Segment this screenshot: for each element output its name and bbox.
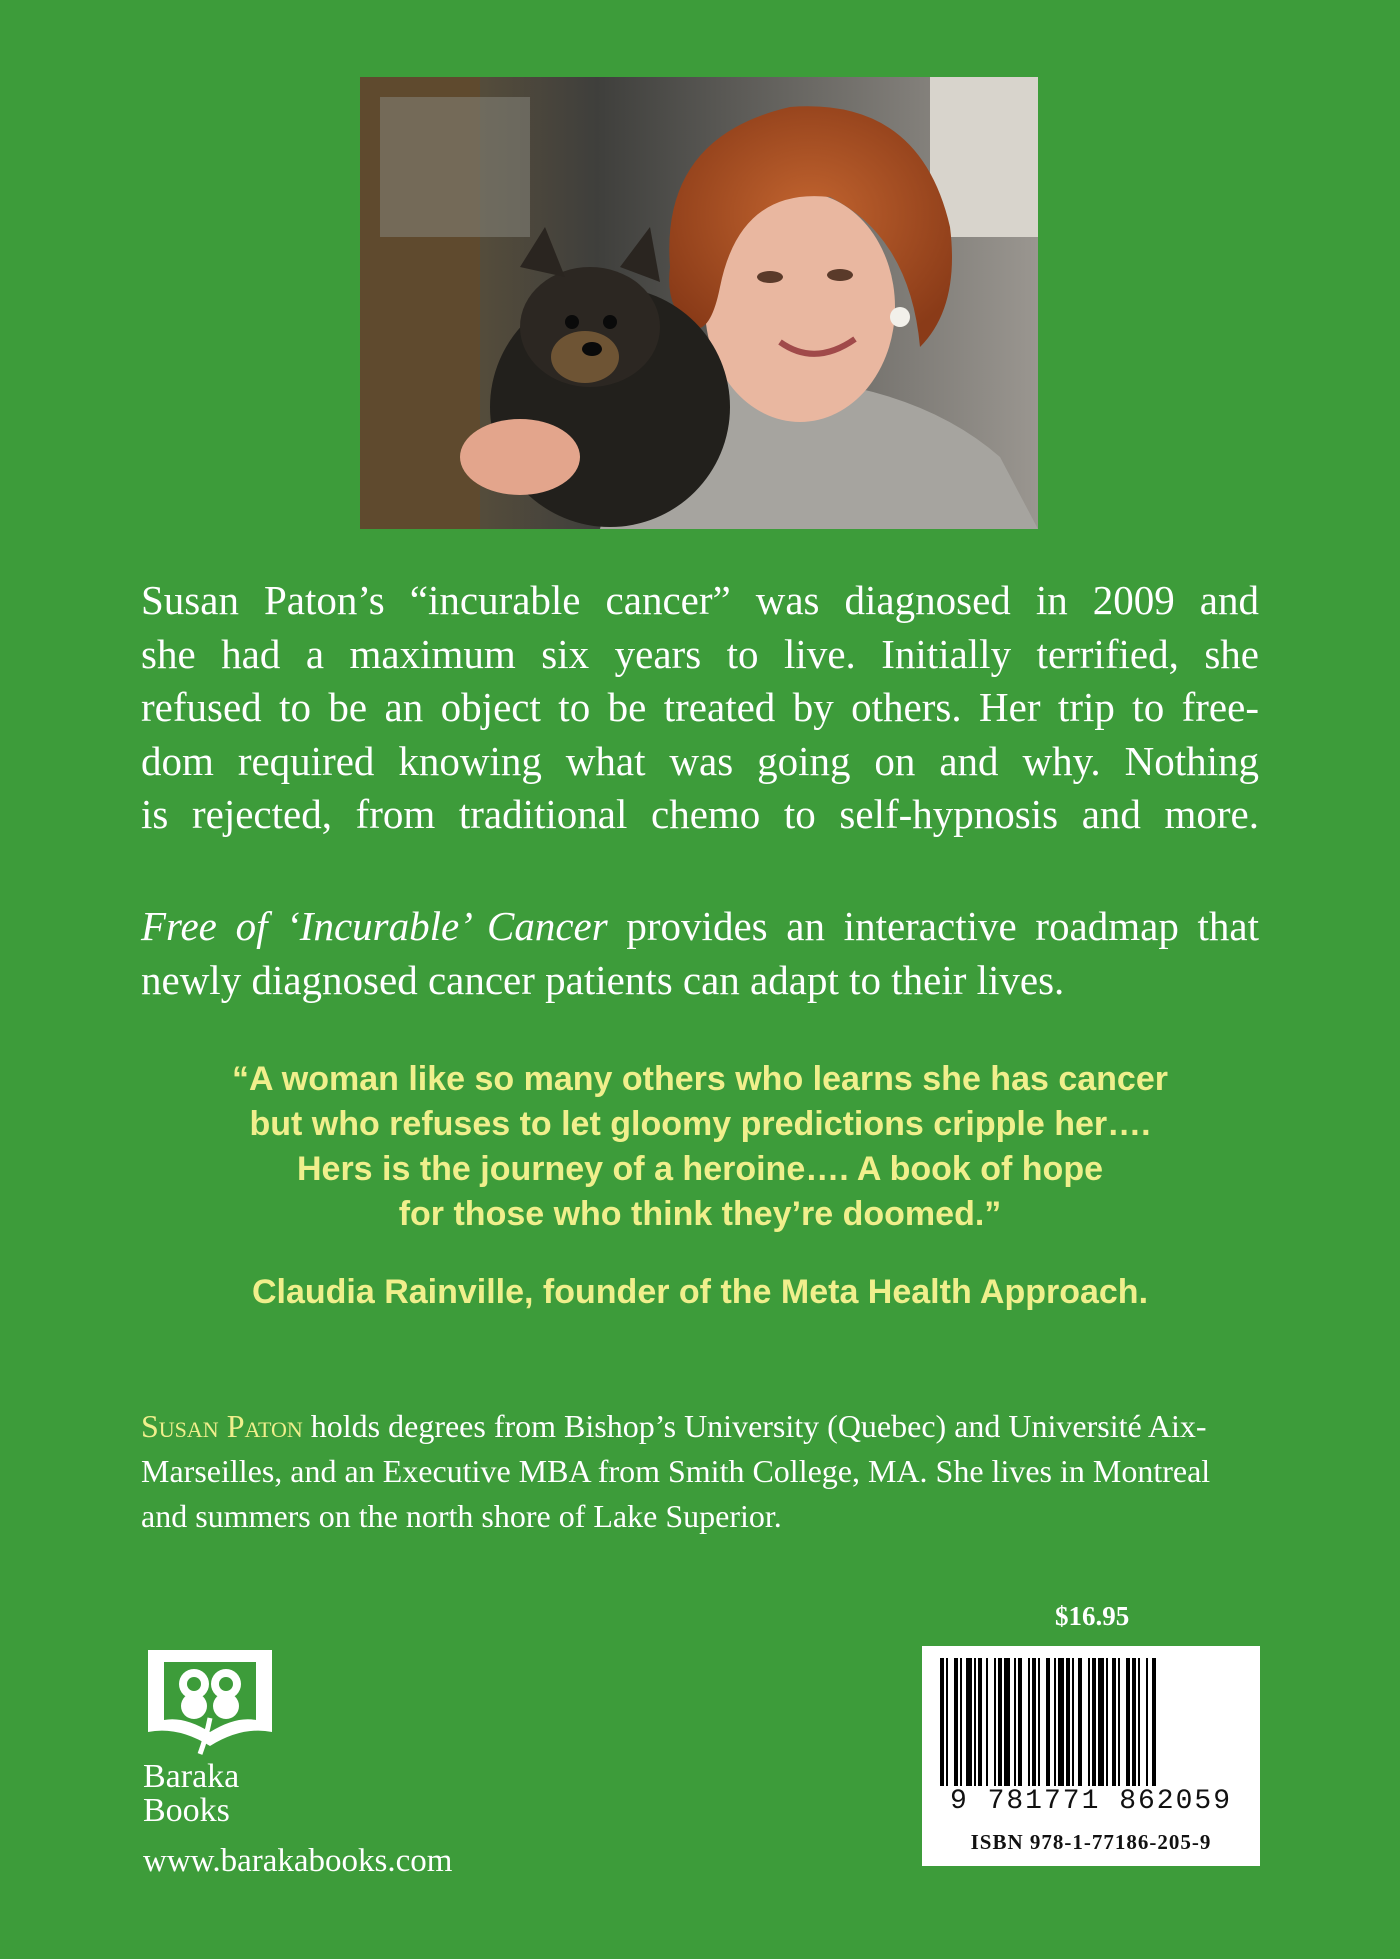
barcode-block — [922, 1646, 1260, 1866]
author-bio — [141, 1404, 1221, 1539]
blurb-line: dom required knowing what was going on and why. Nothing — [141, 737, 1259, 784]
blurb2-line: newly diagnosed cancer patients can adapt to their lives. — [141, 956, 1065, 1003]
barcode — [938, 1658, 1244, 1786]
endorsement-quote — [120, 1057, 1280, 1237]
quote-line: Hers is the journey of a heroine…. A book of hope — [296, 1150, 1104, 1188]
quote-line: for those who think they’re doomed.” — [398, 1195, 1002, 1233]
quote-line: “A woman like so many others who learns she has cancer — [232, 1060, 1168, 1098]
author-name: Susan Paton — [141, 1408, 303, 1444]
price: $16.95 — [1055, 1601, 1130, 1631]
blurb-paragraph — [141, 574, 1259, 842]
blurb2-line — [141, 900, 1259, 954]
publisher-name — [143, 1760, 239, 1828]
barcode-digits: 9 781771 862059 — [949, 1786, 1233, 1817]
quote-attribution: Claudia Rainville, founder of the Meta Health Approach. — [251, 1273, 1149, 1311]
publisher-line: Baraka — [143, 1758, 240, 1795]
blurb-line: is rejected, from traditional chemo to self-hypnosis and more. — [141, 791, 1259, 837]
publisher-website[interactable]: www.barakabooks.com — [143, 1843, 453, 1879]
bio-text: holds degrees from Bishop’s University (Quebec) and Université Aix-Marseilles, and an Executive MBA from Smith College, MA. She lives in Montreal and summers on the north shore of Lake Superior. — [141, 1408, 1211, 1534]
book-title: Free of ‘Incurable’ Cancer — [141, 903, 608, 949]
blurb-line: she had a maximum six years to live. Initially terrified, she — [141, 630, 1259, 677]
author-photo — [360, 77, 1038, 529]
quote-line: but who refuses to let gloomy predictions cripple her…. — [249, 1105, 1151, 1143]
blurb-line: refused to be an object to be treated by others. Her trip to free- — [141, 684, 1259, 730]
publisher-line: Books — [143, 1792, 230, 1829]
blurb2-text: provides an interactive roadmap that — [607, 903, 1259, 949]
baraka-books-logo — [140, 1646, 280, 1766]
blurb-second-paragraph — [141, 900, 1259, 1007]
isbn: ISBN 978-1-77186-205-9 — [970, 1830, 1212, 1854]
blurb-line: Susan Paton’s “incurable cancer” was diagnosed in 2009 and — [141, 577, 1259, 623]
